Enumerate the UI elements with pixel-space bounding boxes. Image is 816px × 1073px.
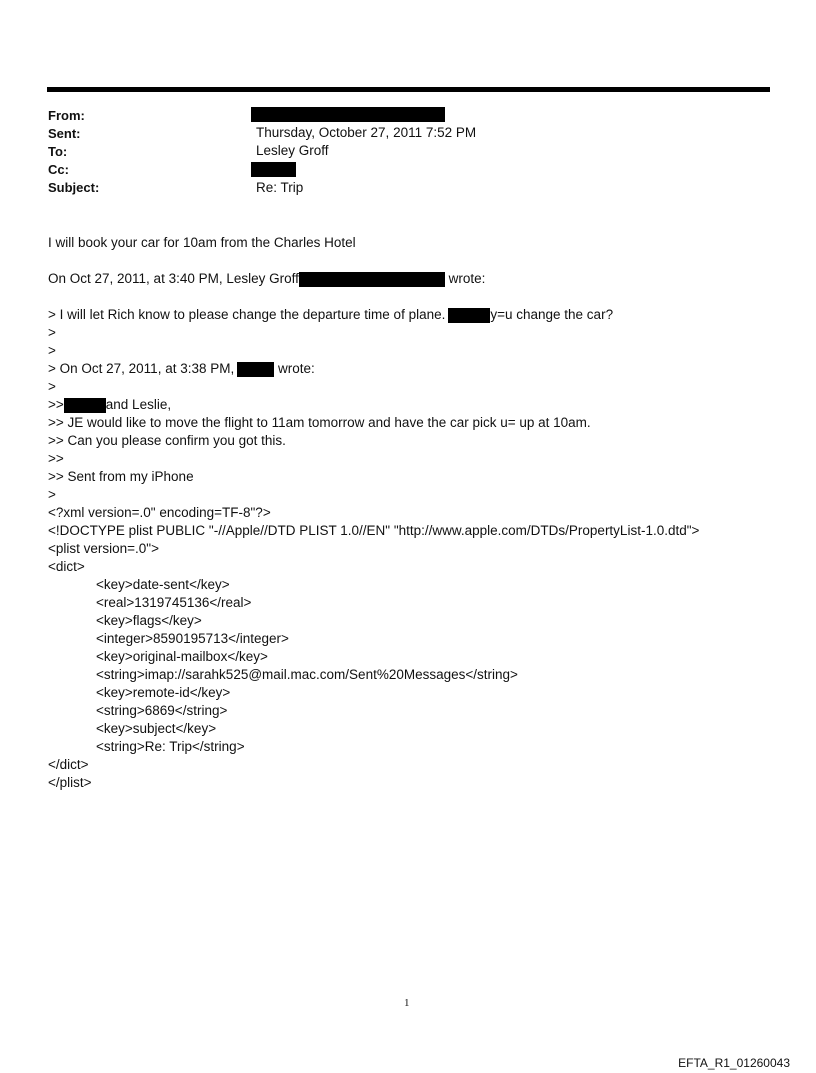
from-redaction: [251, 107, 445, 122]
body-line: On Oct 27, 2011, at 3:40 PM, Lesley Groff wrote:: [48, 271, 486, 286]
body-line: >: [48, 343, 56, 358]
body-line: >> Can you please confirm you got this.: [48, 433, 286, 448]
email-redaction: [299, 272, 445, 287]
to-label: To:: [48, 144, 68, 159]
bates-number: EFTA_R1_01260043: [678, 1056, 790, 1070]
xml-line: <string>Re: Trip</string>: [96, 739, 245, 754]
xml-line: <?xml version=.0" encoding=TF-8"?>: [48, 505, 271, 520]
from-label: From:: [48, 108, 85, 123]
cc-redaction: [251, 162, 296, 177]
xml-line: <dict>: [48, 559, 85, 574]
body-line: > I will let Rich know to please change the departure time of plane. y=u change the car?: [48, 307, 614, 322]
subject-value: Re: Trip: [256, 180, 304, 195]
body-line: >> JE would like to move the flight to 11am tomorrow and have the car pick u= up at 10am.: [48, 415, 591, 430]
xml-line: </dict>: [48, 757, 89, 772]
body-line: >> Sent from my iPhone: [48, 469, 194, 484]
body-line: >: [48, 379, 56, 394]
xml-line: <key>subject</key>: [96, 721, 217, 736]
xml-line: </plist>: [48, 775, 92, 790]
xml-line: <key>original-mailbox</key>: [96, 649, 268, 664]
name-redaction: [237, 362, 274, 377]
body-line: >>: [48, 451, 64, 466]
subject-label: Subject:: [48, 180, 100, 195]
page-number: 1: [404, 997, 410, 1009]
xml-line: <key>remote-id</key>: [96, 685, 231, 700]
xml-line: <key>flags</key>: [96, 613, 202, 628]
header-rule: [47, 87, 770, 92]
xml-line: <integer>8590195713</integer>: [96, 631, 289, 646]
sent-value: Thursday, October 27, 2011 7:52 PM: [256, 125, 477, 140]
xml-line: <real>1319745136</real>: [96, 595, 252, 610]
body-line: >: [48, 487, 56, 502]
sent-label: Sent:: [48, 126, 81, 141]
xml-line: <string>imap://sarahk525@mail.mac.com/Sent%20Messages</string>: [96, 667, 518, 682]
xml-line: <plist version=.0">: [48, 541, 159, 556]
xml-line: <!DOCTYPE plist PUBLIC "-//Apple//DTD PLIST 1.0//EN" "http://www.apple.com/DTDs/PropertyList-1.0.dtd">: [48, 523, 700, 538]
body-line: >: [48, 325, 56, 340]
body-line: >> and Leslie,: [48, 397, 172, 412]
name-redaction: [64, 398, 106, 413]
to-value: Lesley Groff: [256, 143, 329, 158]
body-line: I will book your car for 10am from the Charles Hotel: [48, 235, 356, 250]
xml-line: <key>date-sent</key>: [96, 577, 230, 592]
xml-line: <string>6869</string>: [96, 703, 228, 718]
text-redaction: [448, 308, 490, 323]
cc-label: Cc:: [48, 162, 69, 177]
body-line: > On Oct 27, 2011, at 3:38 PM, wrote:: [48, 361, 315, 376]
